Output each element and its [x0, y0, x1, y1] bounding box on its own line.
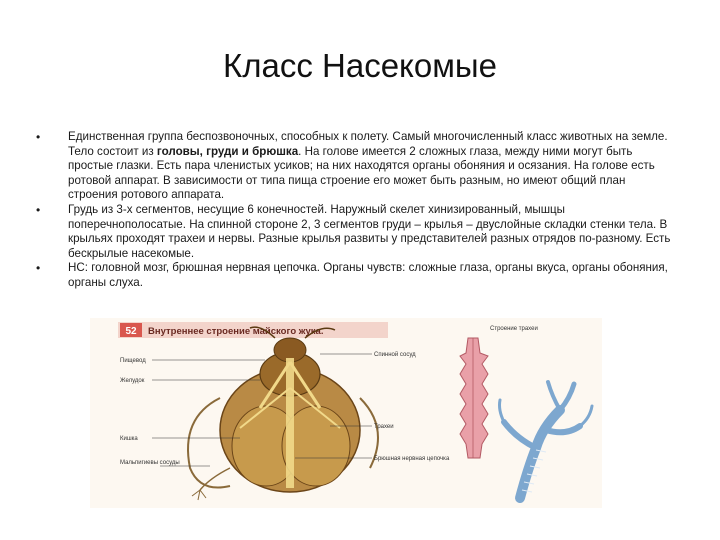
bullet-list: [36, 130, 676, 291]
page-title: Класс Насекомые: [223, 47, 497, 84]
beetle-anatomy-illustration: [90, 318, 602, 508]
bullet-text: Единственная группа беспозвоночных, способных к полету. Самый многочисленный класс животных на земле. Тело состоит из: [68, 130, 668, 158]
bullet-item: [36, 261, 676, 290]
label-stomach: Желудок: [120, 378, 145, 384]
trachea-illustration: [500, 382, 593, 498]
figure-number: 52: [125, 326, 137, 337]
heart-tube-illustration: [460, 338, 488, 458]
label-nerve-chain: Брюшная нервная цепочка: [374, 456, 450, 462]
label-esophagus: Пищевод: [120, 358, 146, 364]
bullet-text: Грудь из 3-х сегментов, несущие 6 конечностей. Наружный скелет хинизированный, мышцы поперечнополосатые. На спинной стороне 2, 3 сегментов груди – крылья – двуслойные складки стенки тела. В крыльях проходят трахеи и нервы. Разные крылья развиты у представителей разных отрядов по-разному. Есть бескрылые насекомые.: [68, 202, 671, 260]
label-intestine: Кишка: [120, 436, 138, 442]
bullet-text: НС: головной мозг, брюшная нервная цепочка. Органы чувств: сложные глаза, органы вкуса, органы обоняния, органы слуха.: [68, 261, 668, 289]
bullet-dot-icon: •: [36, 130, 41, 144]
label-malpighian: Мальпигиевы сосуды: [120, 460, 180, 466]
label-dorsal-vessel: Спинной сосуд: [374, 352, 416, 358]
panel-title-trachea: Строение трахеи: [490, 326, 538, 332]
bullet-dot-icon: •: [36, 261, 41, 276]
bullet-bold-text: головы, груди и брюшка: [156, 144, 299, 158]
beetle-anatomy-figure: [90, 318, 602, 508]
label-tracheae: Трахеи: [374, 424, 394, 430]
bullet-dot-icon: •: [36, 202, 41, 217]
bullet-item: [36, 130, 676, 203]
bullet-text: . На голове имеется 2 сложных глаза, между ними могут быть простые глазки. Есть пара членистых усиков; на них находятся органы обоняния и осязания. На голове есть ротовой аппарат. В зависимости от типа пища строение его может быть разным, но имеют общий план строения ротового аппарата.: [68, 144, 655, 202]
figure-heading: Внутреннее строение майского жука.: [148, 326, 324, 337]
bullet-item: [36, 203, 676, 261]
beetle-body: [188, 327, 378, 500]
